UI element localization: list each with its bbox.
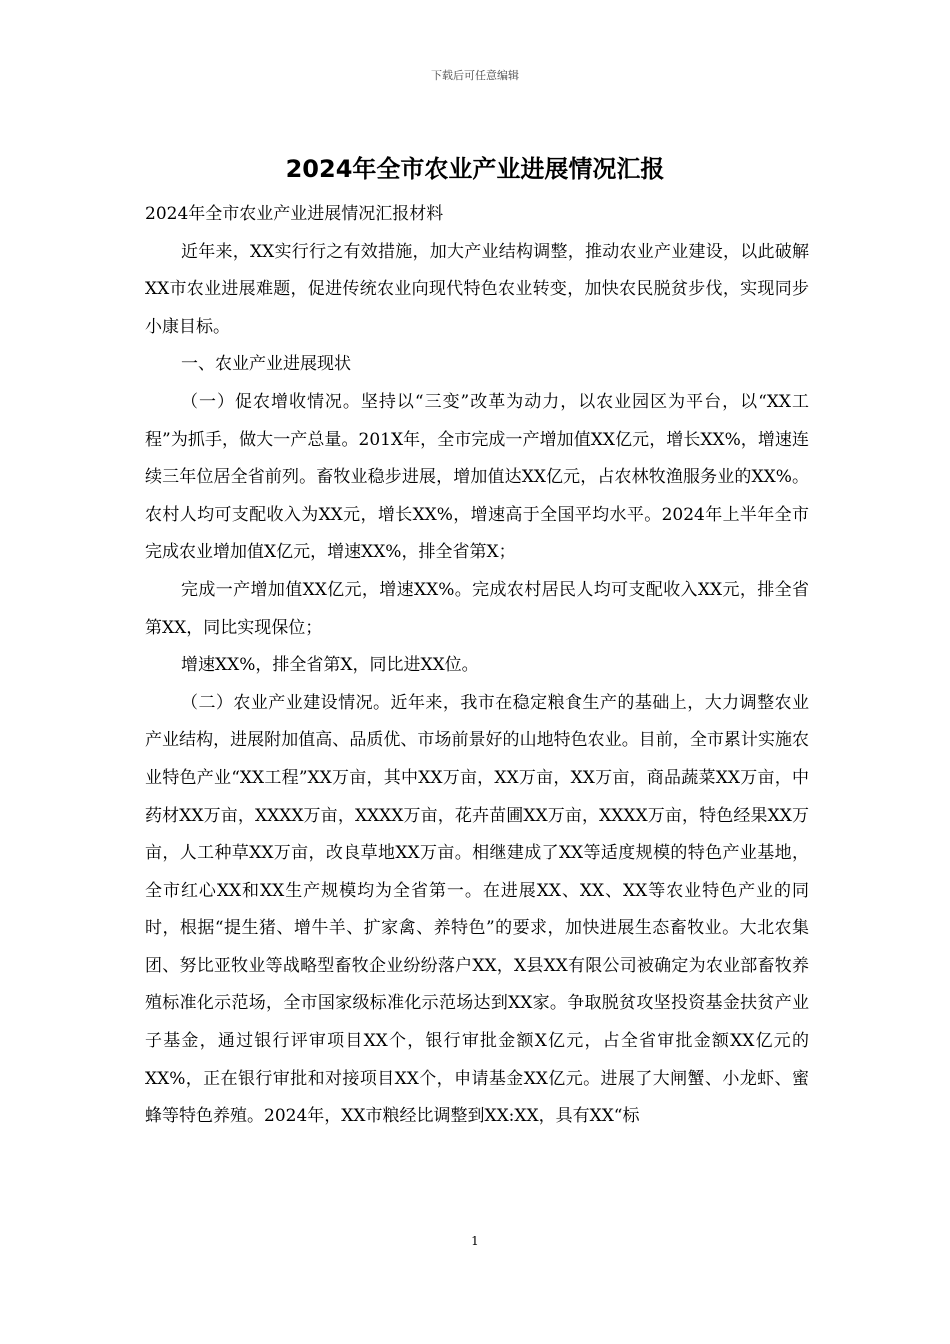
document-title: 2024年全市农业产业进展情况汇报 <box>285 155 665 183</box>
page-number: 1 <box>471 1234 479 1248</box>
body-paragraph: 完成一产增加值XX亿元，增速XX%。完成农村居民人均可支配收入XX元，排全省第XX，同比实现保位； <box>145 579 809 638</box>
header-note: 下载后可任意编辑 <box>431 69 519 82</box>
body-paragraph: （二）农业产业建设情况。近年来，我市在稳定粮食生产的基础上，大力调整农业产业结构，进展附加值高、品质优、市场前景好的山地特色农业。目前，全市累计实施农业特色产业“XX工程”XX万亩，其中XX万亩，XX万亩，XX万亩，商品蔬菜XX万亩，中药材XX万亩，XXXX万亩，XXXX万亩，花卉苗圃XX万亩，XXXX万亩，特色经果XX万亩，人工种草XX万亩，改良草地XX万亩。相继建成了XX等适度规模的特色产业基地，全市红心XX和XX生产规模均为全省第一。在进展XX、XX、XX等农业特色产业的同时，根据“提生猪、增牛羊、扩家禽、养特色”的要求，加快进展生态畜牧业。大北农集团、努比亚牧业等战略型畜牧企业纷纷落户XX，X县XX有限公司被确定为农业部畜牧养殖标准化示范场，全市国家级标准化示范场达到XX家。争取脱贫攻坚投资基金扶贫产业子基金，通过银行评审项目XX个，银行审批金额X亿元，占全省审批金额XX亿元的XX%，正在银行审批和对接项目XX个，申请基金XX亿元。进展了大闸蟹、小龙虾、蜜蜂等特色养殖。2024年，XX市粮经比调整到XX:XX，具有XX“标 <box>145 692 809 1127</box>
body-paragraph: （一）促农增收情况。坚持以“三变”改革为动力，以农业园区为平台，以“XX工程”为抓手，做大一产总量。201X年，全市完成一产增加值XX亿元，增长XX%，增速连续三年位居全省前列。畜牧业稳步进展，增加值达XX亿元，占农林牧渔服务业的XX%。农村人均可支配收入为XX元，增长XX%，增速高于全国平均水平。2024年上半年全市完成农业增加值X亿元，增速XX%，排全省第X； <box>145 391 809 563</box>
document-body <box>145 196 809 1136</box>
section-heading: 一、农业产业进展现状 <box>181 354 351 375</box>
subtitle-paragraph: 2024年全市农业产业进展情况汇报材料 <box>145 204 444 224</box>
body-paragraph: 增速XX%，排全省第X，同比进XX位。 <box>181 655 479 676</box>
intro-paragraph: 近年来，XX实行行之有效措施，加大产业结构调整，推动农业产业建设，以此破解XX市农业进展难题，促进传统农业向现代特色农业转变，加快农民脱贫步伐，实现同步小康目标。 <box>145 241 809 337</box>
